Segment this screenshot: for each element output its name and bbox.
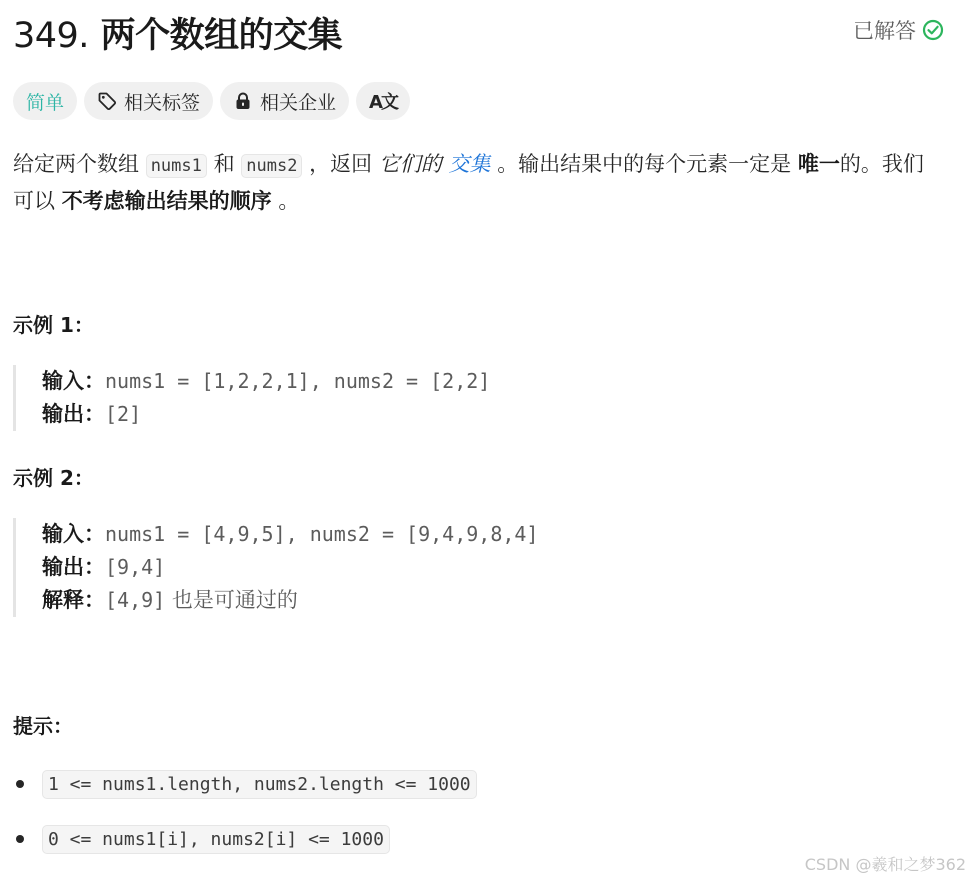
- solved-label: 已解答: [853, 19, 916, 43]
- related-companies-button[interactable]: [220, 82, 349, 120]
- bullet-dot: [16, 780, 24, 788]
- tag-bar: [13, 82, 410, 120]
- desc-bold-unique: 唯一: [797, 152, 840, 176]
- list-item: [13, 821, 477, 857]
- desc-bold-order: 不考虑输出结果的顺序: [61, 189, 272, 213]
- tag-icon: [97, 91, 117, 111]
- constraints-list: [13, 766, 477, 876]
- solved-status: [853, 15, 944, 45]
- translate-button[interactable]: [356, 82, 410, 120]
- watermark: CSDN @羲和之梦362: [804, 855, 966, 874]
- constraint-code: 1 <= nums1.length, nums2.length <= 1000: [42, 770, 477, 799]
- output-value: [9,4]: [105, 555, 166, 579]
- desc-italic: 它们的: [378, 152, 442, 176]
- example1-block: [13, 365, 490, 431]
- input-value: nums1 = [4,9,5], nums2 = [9,4,9,8,4]: [105, 522, 539, 546]
- related-companies-label: 相关企业: [260, 91, 337, 114]
- output-value: [2]: [105, 402, 142, 426]
- problem-name: 两个数组的交集: [100, 16, 343, 56]
- bullet-dot: [16, 835, 24, 843]
- difficulty-label: 简单: [26, 91, 65, 114]
- input-value: nums1 = [1,2,2,1], nums2 = [2,2]: [105, 369, 491, 393]
- example2-explain-row: [42, 584, 538, 617]
- translate-icon: A文: [369, 92, 397, 113]
- output-label: 输出：: [42, 555, 105, 579]
- difficulty-tag[interactable]: [13, 82, 77, 120]
- output-label: 输出：: [42, 402, 105, 426]
- check-circle-icon: [922, 19, 944, 41]
- explain-note: 也是可通过的: [171, 588, 298, 612]
- related-tags-label: 相关标签: [124, 91, 201, 114]
- problem-description: [13, 147, 928, 219]
- input-label: 输入：: [42, 369, 105, 393]
- intersection-link[interactable]: 交集: [448, 152, 491, 176]
- example1-input-row: [42, 365, 490, 398]
- example2-output-row: [42, 551, 538, 584]
- desc-text: 的。我们可以: [13, 152, 924, 213]
- input-label: 输入：: [42, 522, 105, 546]
- list-item: [13, 766, 477, 802]
- problem-number: 349.: [13, 16, 89, 56]
- example2-input-row: [42, 518, 538, 551]
- problem-title: [13, 8, 342, 58]
- example2-block: [13, 518, 538, 617]
- desc-text: 和: [213, 152, 235, 176]
- explain-value: [4,9]: [105, 588, 166, 612]
- code-nums2: nums2: [241, 154, 302, 178]
- desc-text: 。: [278, 189, 300, 213]
- desc-text: ，返回: [309, 152, 373, 176]
- constraint-code: 0 <= nums1[i], nums2[i] <= 1000: [42, 825, 390, 854]
- constraints-heading: 提示：: [13, 714, 73, 738]
- example2-heading: 示例 2：: [13, 466, 94, 490]
- related-tags-button[interactable]: [84, 82, 213, 120]
- example1-heading: 示例 1：: [13, 313, 94, 337]
- lock-icon: [233, 91, 253, 111]
- example1-output-row: [42, 398, 490, 431]
- code-nums1: nums1: [146, 154, 207, 178]
- desc-text: 给定两个数组: [13, 152, 139, 176]
- desc-text: 。输出结果中的每个元素一定是: [497, 152, 792, 176]
- explain-label: 解释：: [42, 588, 105, 612]
